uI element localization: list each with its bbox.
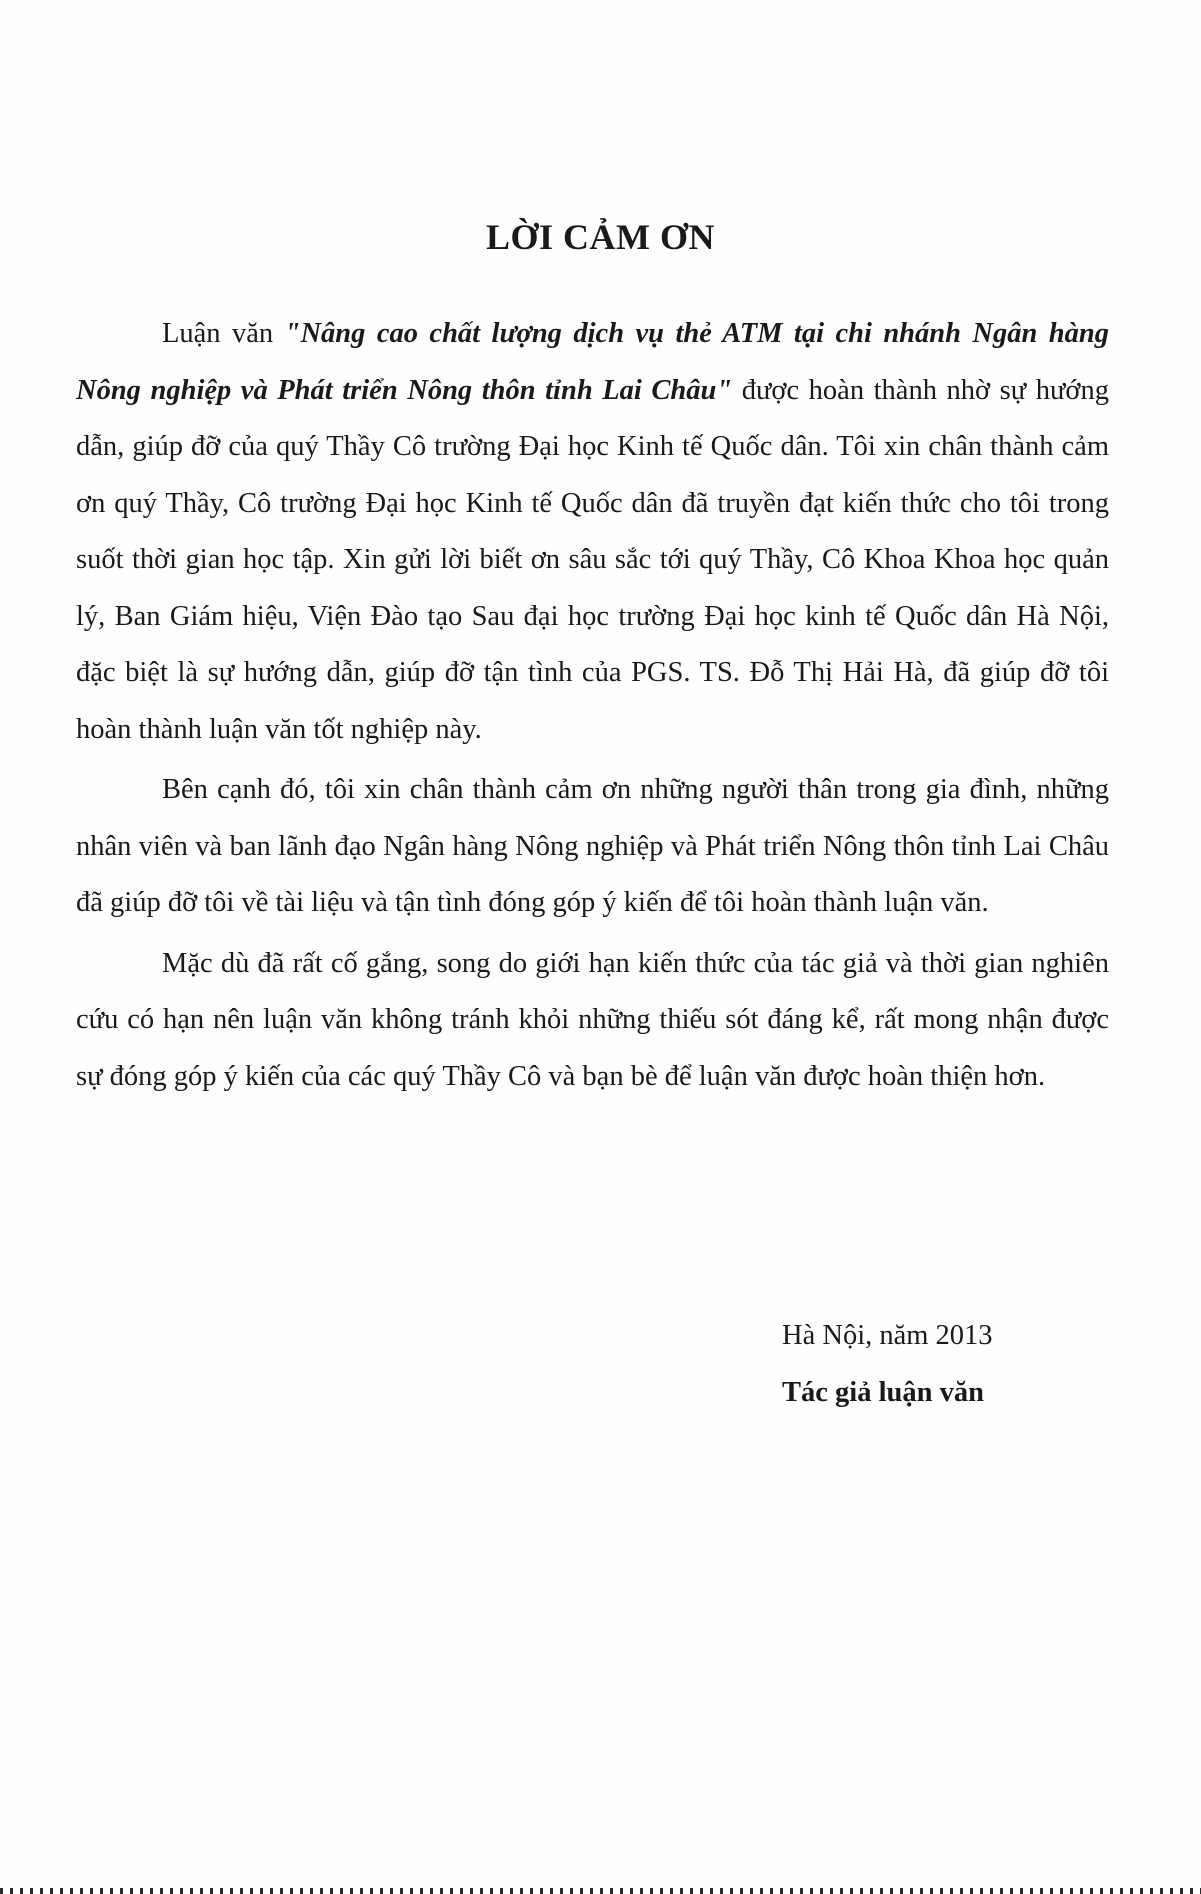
scan-edge-marks bbox=[0, 1888, 1201, 1894]
signature-author: Tác giả luận văn bbox=[782, 1376, 984, 1408]
paragraph-1-rest: được hoàn thành nhờ sự hướng dẫn, giúp đỡ của quý Thầy Cô trường Đại học Kinh tế Quốc dân. Tôi xin chân thành cảm ơn quý Thầy, Cô trường Đại học Kinh tế Quốc dân đã truyền đạt kiến thức cho tôi trong suốt thời gian học tập. Xin gửi lời biết ơn sâu sắc tới quý Thầy, Cô Khoa Khoa học quản lý, Ban Giám hiệu, Viện Đào tạo Sau đại học trường Đại học kinh tế Quốc dân Hà Nội, đặc biệt là sự hướng dẫn, giúp đỡ tận tình của PGS. TS. Đỗ Thị Hải Hà, đã giúp đỡ tôi hoàn thành luận văn tốt nghiệp này. bbox=[76, 374, 1109, 745]
paragraph-3: Mặc dù đã rất cố gắng, song do giới hạn kiến thức của tác giả và thời gian nghiên cứu có hạn nên luận văn không tránh khỏi những thiếu sót đáng kể, rất mong nhận được sự đóng góp ý kiến của các quý Thầy Cô và bạn bè để luận văn được hoàn thiện hơn. bbox=[76, 947, 1109, 1092]
signature-block bbox=[782, 1308, 993, 1421]
thesis-title: "Nâng cao chất lượng dịch vụ thẻ ATM tại chi nhánh Ngân hàng Nông nghiệp và Phát triển Nông thôn tỉnh Lai Châu" bbox=[76, 318, 1109, 406]
paragraph-2: Bên cạnh đó, tôi xin chân thành cảm ơn những người thân trong gia đình, những nhân viên và ban lãnh đạo Ngân hàng Nông nghiệp và Phát triển Nông thôn tỉnh Lai Châu đã giúp đỡ tôi về tài liệu và tận tình đóng góp ý kiến để tôi hoàn thành luận văn. bbox=[76, 774, 1109, 918]
paragraph-1 bbox=[76, 306, 1109, 758]
paragraph-1-intro: Luận văn bbox=[162, 318, 285, 349]
body-text bbox=[76, 306, 1109, 1105]
page-title: LỜI CẢM ƠN bbox=[486, 217, 715, 257]
signature-place-date: Hà Nội, năm 2013 bbox=[782, 1320, 993, 1351]
